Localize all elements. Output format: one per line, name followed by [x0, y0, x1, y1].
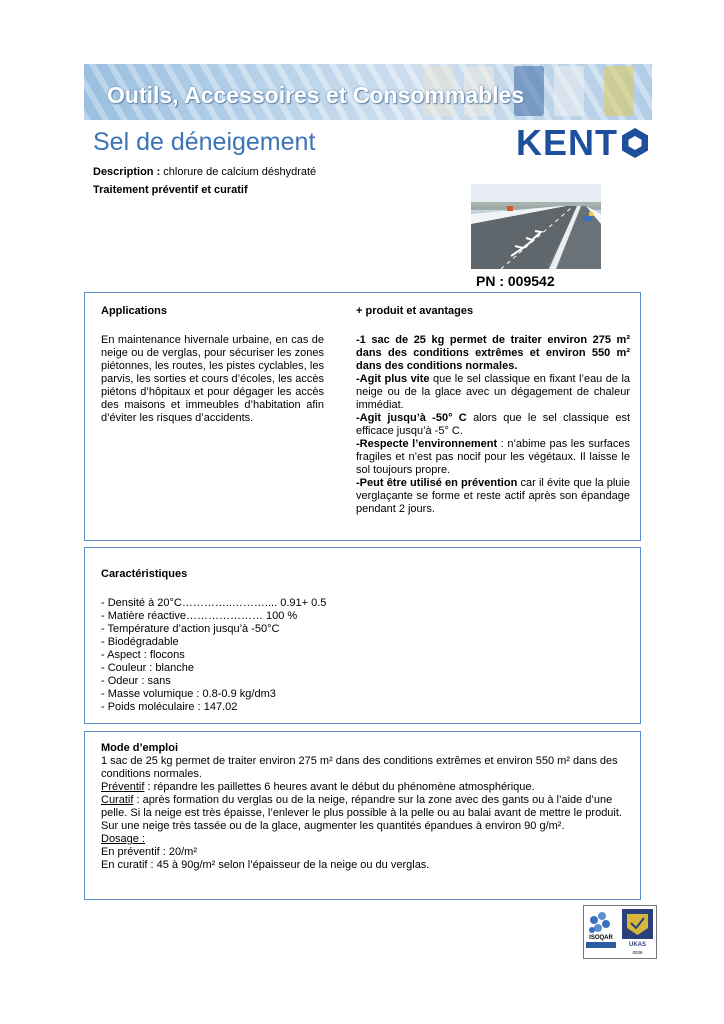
description-line [93, 166, 316, 178]
advantage-item-title: -Respecte l’environnement [356, 438, 498, 450]
description-label: Description : [93, 166, 161, 178]
salt-bag-image [554, 66, 584, 116]
characteristic-item: - Poids moléculaire : 147.02 [101, 701, 238, 713]
ukas-text: UKAS [628, 942, 647, 948]
advantage-item-title: -Agit jusqu’à -50° C [356, 412, 467, 424]
dosage-label: Dosage : [101, 833, 146, 845]
kent-logo [516, 122, 652, 162]
advantage-item [356, 412, 630, 438]
advantage-item [356, 477, 630, 516]
isoqar-text: ISOQAR [589, 935, 613, 941]
product-photo [471, 184, 601, 269]
advantages-title: + produit et avantages [356, 305, 474, 317]
advantages-intro: -1 sac de 25 kg permet de traiter environ 275 m² dans des conditions extrêmes et environ 550 m² dans des conditions normales. [356, 334, 630, 372]
preventif-label: Préventif [101, 781, 145, 793]
usage-column [101, 742, 631, 872]
applications-column [101, 305, 324, 425]
advantage-item [356, 373, 630, 412]
banner-title: Outils, Accessoires et Consommables [107, 82, 525, 108]
applications-title: Applications [101, 305, 168, 317]
usage-preventif [101, 781, 631, 794]
certification-logo [583, 905, 657, 959]
advantage-item-title: -Agit plus vite [356, 373, 430, 385]
advantage-item [356, 438, 630, 477]
product-title: Sel de déneigement [93, 128, 316, 156]
dosage-curatif: En curatif : 45 à 90g/m² selon l’épaisseur de la neige ou du verglas. [101, 859, 430, 871]
dosage-preventif: En préventif : 20/m² [101, 846, 197, 858]
characteristic-item: - Odeur : sans [101, 675, 171, 687]
usage-title: Mode d’emploi [101, 742, 178, 754]
characteristic-item: - Couleur : blanche [101, 662, 194, 674]
salt-bag-image [604, 66, 634, 116]
certification-badge-icon [584, 906, 656, 958]
usage-intro: 1 sac de 25 kg permet de traiter environ 275 m² dans des conditions extrêmes et environ 550 m² dans des conditions normales. [101, 755, 618, 780]
advantage-item-text: alors que le sel classique est efficace jusqu’à -5° C. [356, 412, 631, 437]
advantage-item-text: que le sel classique en fixant l’eau de la neige ou de la glace avec un dégagement de chaleur immédiat. [356, 373, 631, 411]
characteristic-item: - Matière réactive………………… 100 % [101, 610, 298, 622]
road-image [471, 184, 601, 269]
characteristics-column [101, 568, 621, 714]
treatment-type: Traitement préventif et curatif [93, 184, 248, 196]
cert-code: 0026 [632, 950, 643, 955]
characteristic-item: - Biodégradable [101, 636, 179, 648]
preventif-text: : répandre les paillettes 6 heures avant le début du phénomène atmosphérique. [144, 781, 535, 793]
curatif-text: : après formation du verglas ou de la neige, répandre sur la zone avec des gants ou à l’aide d’une pelle. Si la neige est très épaisse, l’enlever le plus possible à la pelle ou au balai avant de mettre le produit. Sur une neige très tassée ou de la glace, augmenter les quantités épandues à environ 90 g/m². [101, 794, 622, 832]
part-number: PN : 009542 [476, 273, 555, 289]
logo-text: KENT [516, 122, 618, 163]
characteristic-item: - Densité à 20°C…………..……….... 0.91+ 0.5 [101, 597, 327, 609]
advantage-item-text: car il évite que la pluie verglaçante se forme et reste actif après son épandage pendant 2 jours. [356, 477, 630, 515]
characteristics-title: Caractéristiques [101, 568, 188, 580]
characteristic-item: - Masse volumique : 0.8-0.9 kg/dm3 [101, 688, 276, 700]
curatif-label: Curatif [101, 794, 134, 806]
description-value: chlorure de calcium déshydraté [160, 166, 317, 178]
advantage-item-text: : n’abime pas les surfaces fragiles et n’est pas nocif pour les végétaux. Il laisse le sol toujours propre. [356, 438, 630, 476]
advantages-column [356, 305, 630, 516]
characteristic-item: - Aspect : flocons [101, 649, 185, 661]
usage-curatif [101, 794, 631, 833]
advantage-item-title: -Peut être utilisé en prévention [356, 477, 518, 489]
hexagon-logo-icon [620, 127, 650, 159]
applications-text: En maintenance hivernale urbaine, en cas de neige ou de verglas, pour sécuriser les zones piétonnes, les routes, les pistes cyclables, les parvis, les sorties et cours d’écoles, les accès piétons d’hôpitaux et pour dégager les accès des maisons et immeubles d’habitation afin d’éviter les risques d’accidents. [101, 334, 324, 424]
characteristic-item: - Température d’action jusqu’à -50°C [101, 623, 280, 635]
